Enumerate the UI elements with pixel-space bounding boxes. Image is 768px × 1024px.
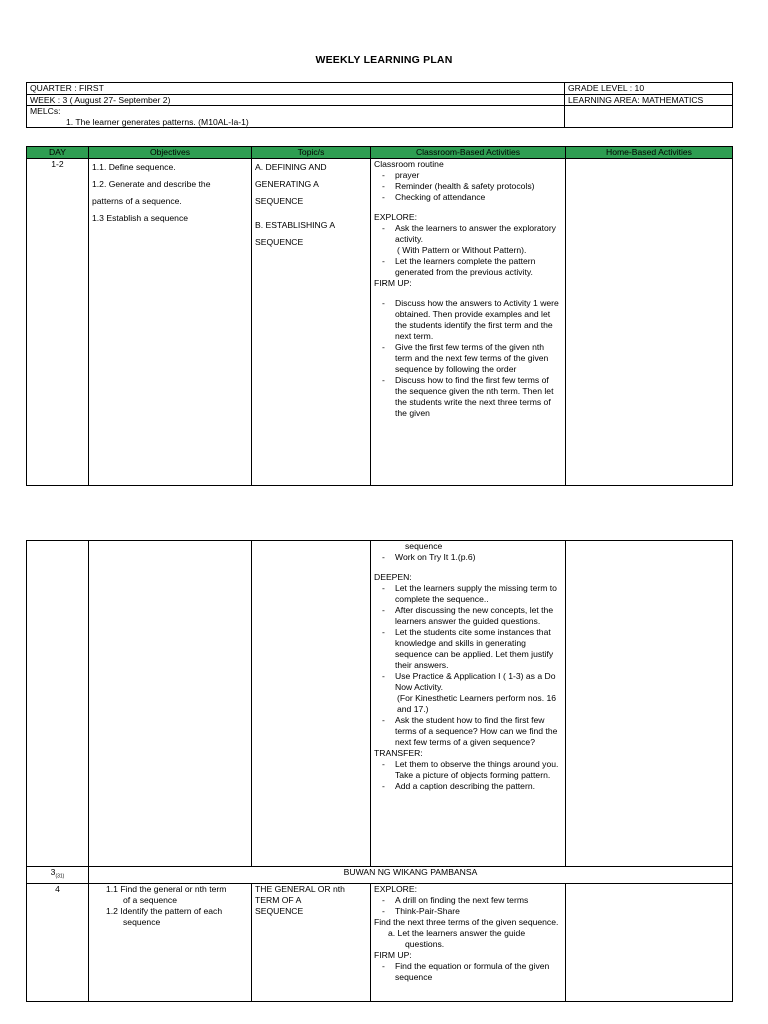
header-home-activities: Home-Based Activities: [566, 147, 733, 159]
topic-line: A. DEFINING AND: [255, 162, 327, 172]
list-item: - Let the learners complete the pattern generated from the previous activity.: [376, 256, 562, 278]
day-number: 3: [50, 867, 56, 877]
objective-line: 1.2. Generate and describe the: [92, 179, 211, 189]
topics-cell: [252, 541, 371, 867]
home-activities-cell: [566, 883, 733, 1001]
classroom-activities-cell: [371, 159, 566, 486]
list-item: - Ask the learners to answer the exploratory activity.: [376, 223, 562, 245]
plan-table-page2: [26, 540, 733, 1002]
list-item: - Think-Pair-Share: [376, 906, 562, 917]
topic-line: THE GENERAL OR nth: [255, 883, 345, 894]
objectives-cell: [89, 541, 252, 867]
list-item: - Work on Try It 1.(p.6): [376, 552, 562, 563]
melcs-empty-cell: [565, 106, 733, 128]
week-cell: WEEK : 3 ( August 27- September 2): [27, 94, 565, 106]
list-item: - Ask the student how to find the first few terms of a sequence? How can we find the next few terms of a given sequence?: [376, 715, 562, 748]
objective-line: 1.1. Define sequence.: [92, 162, 176, 172]
transfer-heading: TRANSFER:: [374, 748, 423, 758]
objective-line: patterns of a sequence.: [92, 196, 182, 206]
topic-line: SEQUENCE: [255, 196, 304, 206]
melc-item: 1. The learner generates patterns. (M10AL-Ia-1): [66, 116, 249, 127]
header-topics: Topic/s: [252, 147, 371, 159]
table-row: [27, 867, 733, 884]
objective-line: of a sequence: [123, 894, 177, 905]
objectives-cell: [89, 159, 252, 486]
list-item: - prayer: [376, 170, 562, 181]
table-row: [27, 541, 733, 867]
topic-line: SEQUENCE: [255, 237, 304, 247]
classroom-activities-cell: [371, 541, 566, 867]
home-activities-cell: [566, 159, 733, 486]
quarter-cell: QUARTER : FIRST: [27, 83, 565, 95]
plan-table-page1: [26, 146, 733, 486]
melcs-cell: [27, 106, 565, 128]
deepen-heading: DEEPEN:: [374, 572, 412, 582]
list-item: - Reminder (health & safety protocols): [376, 181, 562, 192]
topic-line: TERM OF A: [255, 894, 302, 905]
list-item: - Use Practice & Application I ( 1-3) as a Do Now Activity.: [376, 671, 562, 693]
objective-line: 1.3 Establish a sequence: [92, 213, 189, 223]
topics-cell: [252, 159, 371, 486]
topic-line: SEQUENCE: [255, 905, 304, 916]
plan-info-table: [26, 82, 733, 128]
explore-heading: EXPLORE:: [374, 883, 417, 894]
list-item: - Let them to observe the things around you. Take a picture of objects forming pattern.: [376, 759, 562, 781]
day-date: (31): [55, 873, 65, 880]
table-header-row: [27, 147, 733, 159]
list-item: - Let the learners supply the missing term to complete the sequence..: [376, 583, 562, 605]
deepen-note: (For Kinesthetic Learners perform nos. 16 and 17.): [397, 693, 557, 714]
list-item: - Give the first few terms of the given nth term and the next few terms of the given sequence by following the order: [376, 342, 562, 375]
explore-text: Find the next three terms of the given sequence.: [374, 916, 559, 927]
list-item: - Discuss how to find the first few terms of the sequence given the nth term. Then let the students write the next three terms of the given: [376, 375, 562, 419]
objectives-cell: [89, 883, 252, 1001]
day-cell: [27, 541, 89, 867]
list-item: - Find the equation or formula of the given sequence: [376, 961, 562, 983]
explore-sub-item: a. Let the learners answer the guide: [388, 927, 526, 938]
day-cell: 1-2: [27, 159, 89, 486]
grade-level-cell: GRADE LEVEL : 10: [565, 83, 733, 95]
list-item: - A drill on finding the next few terms: [376, 895, 562, 906]
home-activities-cell: [566, 541, 733, 867]
explore-sub-item-cont: questions.: [405, 938, 445, 949]
list-item: - Checking of attendance: [376, 192, 562, 203]
list-item: - Let the students cite some instances that knowledge and skills in generating sequence can be applied. Let them justify their answers.: [376, 627, 562, 671]
routine-heading: Classroom routine: [374, 159, 444, 169]
objective-line: 1.1 Find the general or nth term: [106, 883, 227, 894]
classroom-activities-cell: [371, 883, 566, 1001]
day-cell: 4: [27, 883, 89, 1001]
list-item: - Add a caption describing the pattern.: [376, 781, 562, 792]
objective-line: 1.2 Identify the pattern of each: [106, 905, 223, 916]
continued-text: sequence: [405, 541, 443, 551]
explore-heading: EXPLORE:: [374, 212, 417, 222]
topics-cell: [252, 883, 371, 1001]
header-classroom-activities: Classroom-Based Activities: [371, 147, 566, 159]
melcs-label: MELCs:: [30, 106, 61, 116]
event-cell: BUWAN NG WIKANG PAMBANSA: [89, 867, 733, 884]
table-row: [27, 883, 733, 1001]
header-objectives: Objectives: [89, 147, 252, 159]
explore-note: ( With Pattern or Without Pattern).: [397, 245, 527, 255]
firm-up-heading: FIRM UP:: [374, 278, 412, 288]
topic-line: GENERATING A: [255, 179, 319, 189]
list-item: - After discussing the new concepts, let the learners answer the guided questions.: [376, 605, 562, 627]
topic-line: B. ESTABLISHING A: [255, 220, 336, 230]
list-item: - Discuss how the answers to Activity 1 were obtained. Then provide examples and let the students identify the first term and the next term.: [376, 298, 562, 342]
table-row: [27, 159, 733, 486]
page-title: WEEKLY LEARNING PLAN: [315, 54, 453, 66]
day-cell: [27, 867, 89, 884]
header-day: DAY: [27, 147, 89, 159]
objective-line: sequence: [123, 916, 161, 927]
firm-up-heading: FIRM UP:: [374, 949, 412, 960]
learning-area-cell: LEARNING AREA: MATHEMATICS: [565, 94, 733, 106]
